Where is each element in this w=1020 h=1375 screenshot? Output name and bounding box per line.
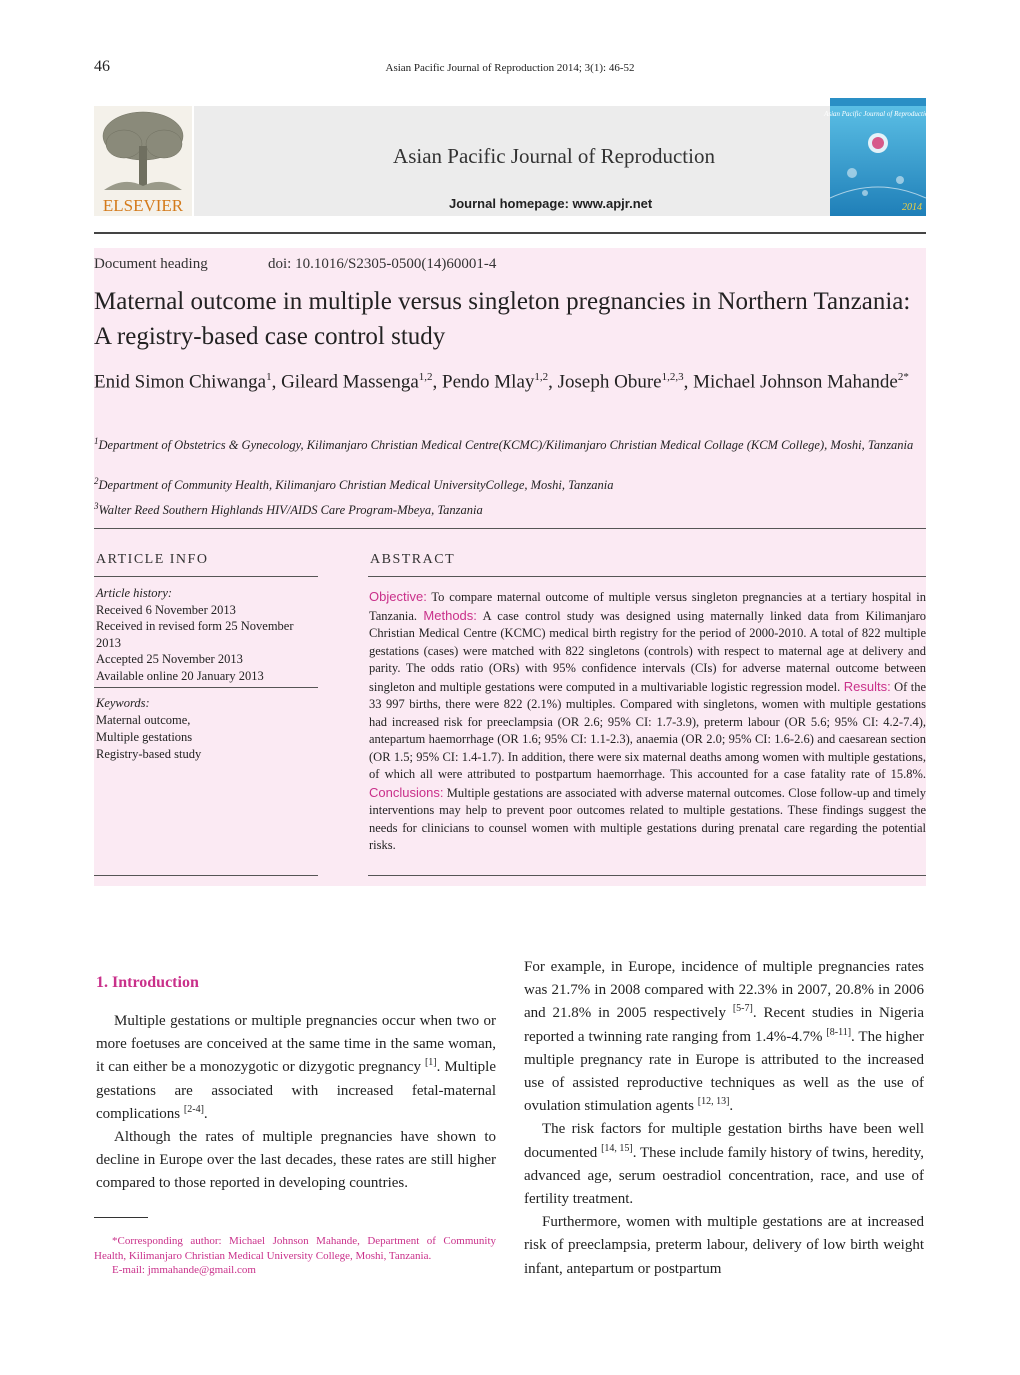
keyword: Multiple gestations bbox=[96, 730, 193, 744]
objective-text: To compare maternal outcome of multiple versus singleton pregnancies at a tertiary hospital in Tanzania. bbox=[369, 590, 927, 623]
journal-cover-image bbox=[824, 98, 932, 216]
author-affiliation-sup: 1,2 bbox=[534, 371, 549, 383]
paragraph: The risk factors for multiple gestation births have been well documented [14, 15]. These include family history of twins, heredity, advanced age, serum oestradiol concentration, race, and use of fertility treatment. bbox=[524, 1121, 924, 1208]
doi[interactable]: doi: 10.1016/S2305-0500(14)60001-4 bbox=[268, 256, 497, 272]
author-affiliation-sup: 1,2,3 bbox=[661, 371, 684, 383]
elsevier-logo bbox=[94, 106, 192, 216]
cover-year: 2014 bbox=[902, 202, 922, 213]
journal-masthead bbox=[94, 98, 932, 234]
author-name: Joseph Obure bbox=[557, 371, 662, 393]
history-label: Article history: bbox=[96, 586, 173, 600]
objective-label: Objective: bbox=[369, 589, 427, 604]
cover-title: Asian Pacific Journal of Reproduction bbox=[824, 110, 932, 118]
history-item: Accepted 25 November 2013 bbox=[96, 652, 243, 666]
methods-text: A case control study was designed using maternally linked data from Kilimanjaro Christian Medical Centre (KCMC) medical birth registry for the period of 2000-2010. A total of 822 multiple gestations (cases) were matched with 822 singletons (controls) with respect to maternal age at delivery and parity. The odds ratio (ORs) with 95% confidence intervals (CIs) for adverse maternal outcome between singleton and multiple gestations were computed in a multivariable logistic regression model. bbox=[369, 608, 927, 694]
document-heading: Document heading bbox=[94, 256, 208, 272]
section-heading: 1. Introduction bbox=[96, 974, 199, 991]
affiliation: $^3$Walter Reed Southern Highlands HIV/AIDS Care Program-Mbeya, Tanzania bbox=[94, 501, 483, 518]
affiliation: $^1$Department of Obstetrics & Gynecology, Kilimanjaro Christian Medical Centre(KCMC)/Kilimanjaro Christian Medical Collage (KCM College), Moshi, Tanzania bbox=[94, 436, 914, 453]
author-name: Pendo Mlay bbox=[442, 371, 535, 393]
running-head: Asian Pacific Journal of Reproduction 2014; 3(1): 46-52 bbox=[385, 62, 635, 74]
divider bbox=[94, 687, 318, 688]
publisher-wordmark: ELSEVIER bbox=[102, 196, 184, 215]
paragraph: For example, in Europe, incidence of multiple pregnancies rates was 21.7% in 2008 compared with 22.3% in 2007, 20.8% in 2006 and 21.8% in 2005 respectively [5-7]. Recent studies in Nigeria reported a twinning rate ranging from 1.4%-4.7% [8-11]. The higher multiple pregnancy rate in Europe is attributed to the increased use of assisted reproductive techniques as well as the use of ovulation stimulation agents [12, 13]. bbox=[524, 959, 925, 1115]
journal-band bbox=[194, 106, 914, 216]
results-label: Results: bbox=[843, 678, 891, 694]
results-text: Of the 33 997 births, there were 822 (2.1%) multiples. Compared with singletons, women with multiple gestations had increased risk for preeclampsia (OR 2.6; 95% CI: 1.7-3.9), preterm labour (OR 5.6; 95% CI: 4.2-7.4), antepartum haemorrhage (OR 1.6; 95% CI: 1.1-2.3), anaemia (OR 2.0; 95% CI: 1.6-2.6) and caesarean section (OR 1.5; 95% CI: 1.4-1.7). In addition, there were six maternal deaths among women with multiple gestations, of which all were attributed to postpartum haemorrhage. This accounted for a case fatality rate of 15.8%. bbox=[369, 679, 927, 781]
divider bbox=[94, 875, 318, 876]
footnote-author: *Corresponding author: Michael Johnson Mahande, Department of Community Health, Kilimanjaro Christian Medical University College, Moshi, Tanzania. bbox=[94, 1235, 496, 1262]
journal-name: Asian Pacific Journal of Reproduction bbox=[393, 144, 715, 168]
history-item: Received in revised form 25 November 2013 bbox=[96, 619, 294, 650]
abstract-heading: ABSTRACT bbox=[370, 552, 456, 567]
author-affiliation-sup: 1 bbox=[266, 371, 272, 383]
author-name: Michael Johnson Mahande bbox=[693, 371, 898, 393]
divider bbox=[368, 875, 926, 876]
author-name: Gileard Massenga bbox=[281, 371, 419, 393]
footnote-rule bbox=[94, 1217, 148, 1218]
keyword: Registry-based study bbox=[96, 747, 202, 761]
affiliation: $^2$Department of Community Health, Kilimanjaro Christian Medical UniversityCollege, Moshi, Tanzania bbox=[94, 476, 614, 493]
page-number: 46 bbox=[94, 58, 110, 75]
citation[interactable]: [1] bbox=[424, 1057, 437, 1069]
methods-label: Methods: bbox=[423, 607, 477, 623]
divider bbox=[94, 528, 926, 529]
article-history bbox=[96, 585, 318, 684]
citation[interactable]: [8-11] bbox=[826, 1026, 852, 1038]
author-affiliation-sup: 2* bbox=[897, 371, 909, 383]
keywords-label: Keywords: bbox=[96, 696, 150, 710]
abstract-body bbox=[369, 588, 926, 855]
article-info-heading: ARTICLE INFO bbox=[96, 552, 209, 567]
keyword: Maternal outcome, bbox=[96, 713, 191, 727]
author-affiliation-sup: 1,2 bbox=[418, 371, 433, 383]
divider bbox=[368, 576, 926, 577]
divider bbox=[94, 576, 318, 577]
history-item: Available online 20 January 2013 bbox=[96, 668, 264, 683]
conclusions-label: Conclusions: bbox=[369, 784, 444, 800]
footnote-email[interactable]: E-mail: jmmahande@gmail.com bbox=[112, 1264, 256, 1276]
corresponding-author-footnote bbox=[94, 1234, 496, 1278]
paragraph: Multiple gestations or multiple pregnancies occur when two or more foetuses are conceived at the same time in the same woman, it can either be a monozygotic or dizygotic pregnancy [1]. Multiple gestations are associated with increased fetal-maternal complications [2-4]. bbox=[96, 1013, 496, 1122]
citation[interactable]: [12, 13] bbox=[697, 1096, 730, 1108]
article-title: Maternal outcome in multiple versus singleton pregnancies in Northern Tanzania: A registry-based case control study bbox=[94, 288, 911, 350]
paragraph: Although the rates of multiple pregnancies have shown to decline in Europe over the last decades, these rates are still higher compared to those reported in developing countries. bbox=[96, 1129, 496, 1192]
journal-homepage-link[interactable]: Journal homepage: www.apjr.net bbox=[449, 196, 653, 211]
citation[interactable]: [5-7] bbox=[732, 1003, 753, 1015]
author-list: Enid Simon Chiwanga$^1$, Gileard Massenga$^{1,2}$, Pendo Mlay$^{1,2}$, Joseph Obure$^{1,2,3}$, Michael Johnson Mahande$^{2*}$ bbox=[94, 371, 909, 393]
citation[interactable]: [14, 15] bbox=[601, 1142, 633, 1154]
keywords bbox=[96, 695, 318, 763]
body-column-left bbox=[96, 974, 496, 1196]
paragraph: Furthermore, women with multiple gestations are at increased risk of preeclampsia, preterm labour, delivery of low birth weight infant, antepartum or postpartum bbox=[524, 1214, 924, 1277]
history-item: Received 6 November 2013 bbox=[96, 602, 236, 617]
author-name: Enid Simon Chiwanga bbox=[94, 371, 267, 393]
citation[interactable]: [2-4] bbox=[183, 1103, 204, 1115]
body-column-right bbox=[524, 956, 924, 1281]
conclusions-text: Multiple gestations are associated with adverse maternal outcomes. Close follow-up and timely interventions may help to prevent poor outcomes related to multiple gestations. These findings suggest the needs for clinicians to counsel women with multiple gestations during prenatal care regarding the potential risks. bbox=[369, 785, 927, 852]
